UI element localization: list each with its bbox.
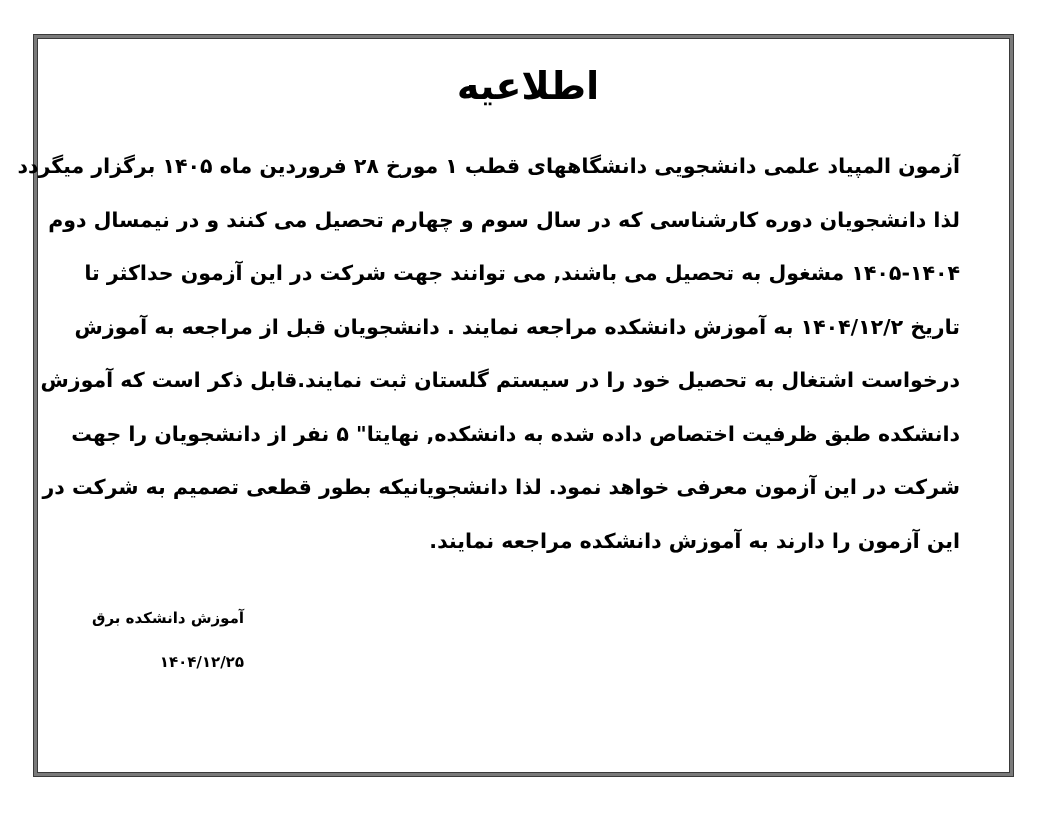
notice-line-2: لذا دانشجویان دوره کارشناسی که در سال سوم و چهارم تحصیل می کنند و در نیمسال دوم <box>48 207 960 232</box>
notice-title: اطلاعیه <box>456 64 600 108</box>
notice-line-4: تاریخ ۱۴۰۴/۱۲/۲ به آموزش دانشکده مراجعه نمایند . دانشجویان قبل از مراجعه به آموزش <box>74 314 960 339</box>
notice-line-3: ۱۴۰۵-۱۴۰۴ مشغول به تحصیل می باشند, می توانند جهت شرکت در این آزمون حداکثر تا <box>84 261 960 285</box>
notice-line-8: این آزمون را دارند به آموزش دانشکده مراجعه نمایند. <box>429 528 960 553</box>
signature-date: ۱۴۰۴/۱۲/۲۵ <box>159 653 244 671</box>
notice-line-6: دانشکده طبق ظرفیت اختصاص داده شده به دانشکده, نهایتا" ۵ نفر از دانشجویان را جهت <box>71 421 960 446</box>
notice-line-1: آزمون المپیاد علمی دانشجویی دانشگاههای قطب ۱ مورخ ۲۸ فروردین ماه ۱۴۰۵ برگزار میگردد <box>17 154 960 178</box>
notice-body <box>17 140 960 568</box>
signature-office: آموزش دانشکده برق <box>92 609 244 627</box>
notice-line-7: شرکت در این آزمون معرفی خواهد نمود. لذا دانشجویانیکه بطور قطعی تصمیم به شرکت در <box>42 475 960 499</box>
notice-line-5: درخواست اشتغال به تحصیل خود را در سیستم گلستان ثبت نمایند.قابل ذکر است که آموزش <box>40 368 960 392</box>
